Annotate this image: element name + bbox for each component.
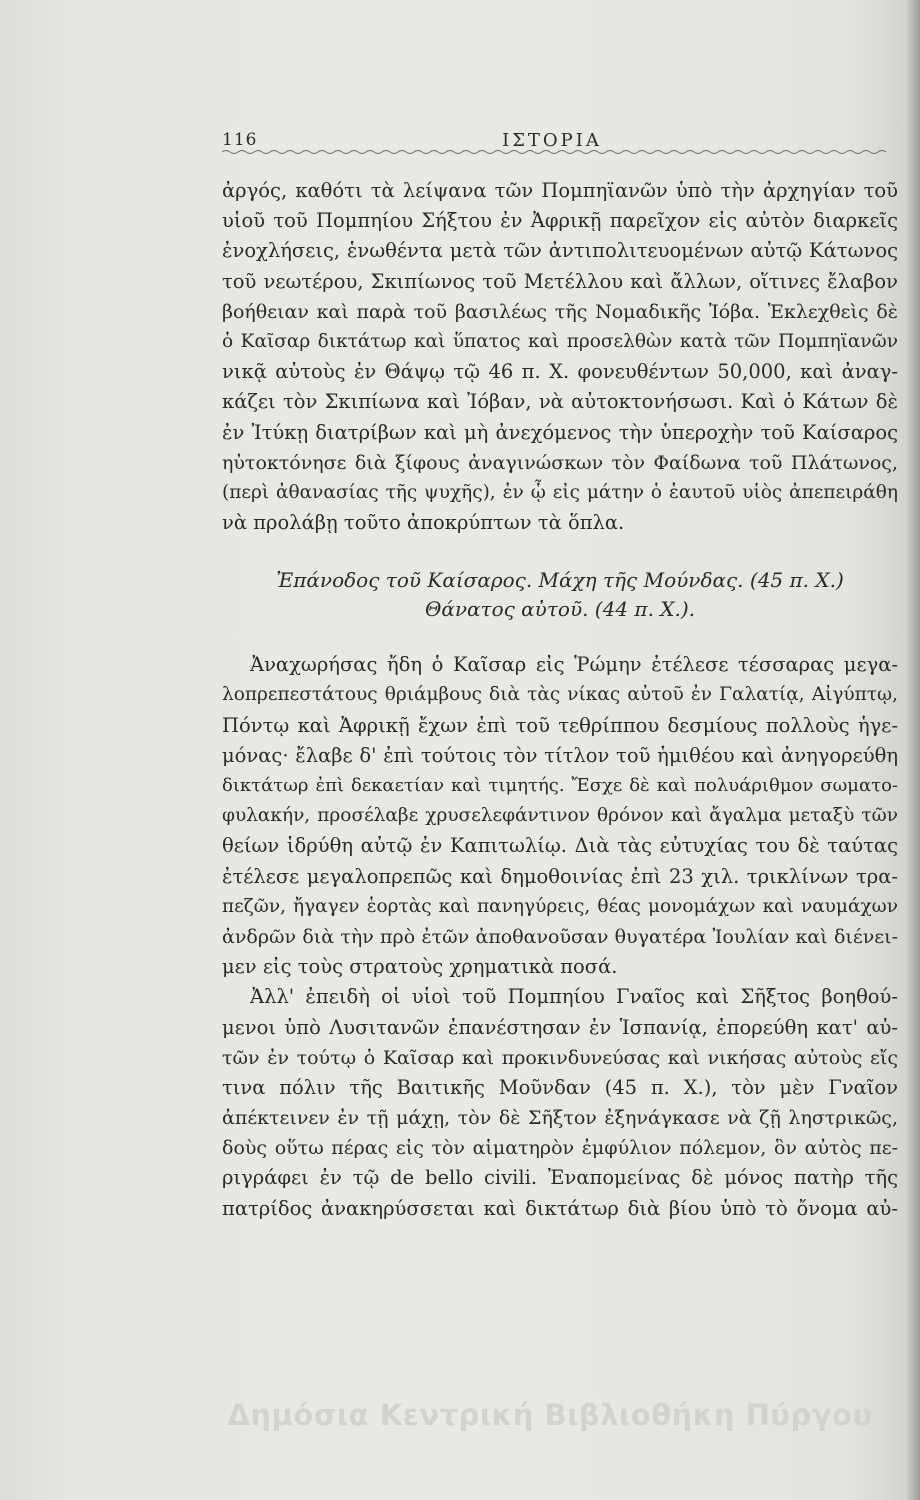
page-edge-shadow [906,0,920,1500]
text-line: ριγράφει ἐν τῷ de bello civili. Ἐναπομείνας δὲ μόνος πατὴρ τῆς [222,1166,898,1190]
text-line: ηὐτοκτόνησε διὰ ξίφους ἀναγινώσκων τὸν Φαίδωνα τοῦ Πλάτωνος, [222,451,898,474]
text-line: τινα πόλιν τῆς Βαιτικῆς Μοῦνδαν (45 π. Χ.), τὸν μὲν Γναῖον [222,1075,898,1099]
text-line: νικᾷ αὐτοὺς ἐν Θάψῳ τῷ 46 π. Χ. φονευθέντων 50,000, καὶ ἀναγ- [222,360,898,384]
paragraph-3 [222,982,898,1224]
text-line: τῶν ἐν τούτῳ ὁ Καῖσαρ καὶ προκινδυνεύσας καὶ νικήσας αὐτοὺς εἴς [222,1046,898,1069]
text-line: Πόντῳ καὶ Ἀφρικῇ ἔχων ἐπὶ τοῦ τεθρίππου δεσμίους πολλοὺς ἡγε- [222,713,898,737]
section-heading-line-1: Ἐπάνοδος τοῦ Καίσαρος. Μάχη τῆς Μούνδας. (45 π. Χ.) [276,568,844,593]
text-line: πατρίδος ἀνακηρύσσεται καὶ δικτάτωρ διὰ βίου ὑπὸ τὸ ὄνομα αὐ- [222,1196,898,1220]
paragraph-top [222,176,898,538]
text-line: φυλακήν, προσέλαβε χρυσελεφάντινον θρόνον καὶ ἄγαλμα μεταξὺ τῶν [222,805,898,827]
text-line: μεν εἰς τοὺς στρατοὺς χρηματικὰ ποσά. [222,955,618,979]
text-line: (περὶ ἀθανασίας τῆς ψυχῆς), ἐν ᾧ εἰς μάτην ὁ ἑαυτοῦ υἱὸς ἀπεπειράθη [222,481,898,503]
text-line: πεζῶν, ἤγαγεν ἑορτὰς καὶ πανηγύρεις, θέας μονομάχων καὶ ναυμάχων [222,895,898,917]
paragraph-2 [222,650,898,982]
text-line: υἱοῦ τοῦ Πομπηίου Σήξτου ἐν Ἀφρικῇ παρεῖχον εἰς αὐτὸν διαρκεῖς [222,209,898,233]
text-line: δικτάτωρ ἐπὶ δεκαετίαν καὶ τιμητής. Ἔσχε δὲ καὶ πολυάριθμον σωματο- [222,775,898,796]
text-line: θείων ἱδρύθη αὐτῷ ἐν Καπιτωλίῳ. Διὰ τὰς εὐτυχίας του δὲ ταύτας [222,834,898,858]
text-line: μενοι ὑπὸ Λυσιτανῶν ἐπανέστησαν ἐν Ἱσπανίᾳ, ἐπορεύθη κατ' αὐ- [222,1015,898,1039]
text-line: τοῦ νεωτέρου, Σκιπίωνος τοῦ Μετέλλου καὶ ἄλλων, οἵτινες ἔλαβον [222,269,898,293]
text-line: ἀνδρῶν διὰ τὴν πρὸ ἐτῶν ἀποθανοῦσαν θυγατέρα Ἰουλίαν καὶ διένει- [222,925,898,948]
body-text [222,176,898,1224]
text-line: Ἀλλ' ἐπειδὴ οἱ υἱοὶ τοῦ Πομπηίου Γναῖος καὶ Σῆξτος βοηθού- [250,985,898,1009]
text-line: Ἀναχωρήσας ἤδη ὁ Καῖσαρ εἰς Ῥώμην ἐτέλεσε τέσσαρας μεγα- [250,653,898,677]
text-line: μόνας· ἔλαβε δ' ἐπὶ τούτοις τὸν τίτλον τοῦ ἡμιθέου καὶ ἀνηγορεύθη [222,743,898,767]
text-line: ἀπέκτεινεν ἐν τῇ μάχῃ, τὸν δὲ Σῆξτον ἐξηνάγκασε νὰ ζῇ ληστρικῶς, [222,1107,898,1130]
text-line: νὰ προλάβῃ τοῦτο ἀποκρύπτων τὰ ὅπλα. [222,511,625,535]
text-line: ἐνοχλήσεις, ἑνωθέντα μετὰ τῶν ἀντιπολιτευομένων αὐτῷ Κάτωνος [222,239,898,263]
running-title: ΙΣΤΟΡΙΑ [502,130,602,151]
page-number: 116 [222,130,258,150]
section-heading [222,566,898,624]
text-line: λοπρεπεστάτους θριάμβους διὰ τὰς νίκας αὐτοῦ ἐν Γαλατίᾳ, Αἰγύπτῳ, [222,684,898,706]
text-line: ὁ Καῖσαρ δικτάτωρ καὶ ὕπατος καὶ προσελθὼν κατὰ τῶν Πομπηϊανῶν [222,330,898,352]
text-line: βοήθειαν καὶ παρὰ τοῦ βασιλέως τῆς Νομαδικῆς Ἰόβα. Ἐκλεχθεὶς δὲ [222,300,898,323]
text-line: ἐν Ἰτύκῃ διατρίβων καὶ μὴ ἀνεχόμενος τὴν ὑπεροχὴν τοῦ Καίσαρος [222,420,898,444]
text-line: ἀργός, καθότι τὰ λείψανα τῶν Πομπηϊανῶν ὑπὸ τὴν ἀρχηγίαν τοῦ [222,179,898,202]
library-watermark: Δημόσια Κεντρική Βιβλιοθήκη Πύργου [227,1398,873,1432]
text-line: κάζει τὸν Σκιπίωνα καὶ Ἰόβαν, νὰ αὐτοκτονήσωσι. Καὶ ὁ Κάτων δὲ [222,390,898,414]
text-line: δοὺς οὕτω πέρας εἰς τὸν αἱματηρὸν ἐμφύλιον πόλεμον, ὃν αὐτὸς πε- [222,1137,898,1160]
text-line: ἐτέλεσε μεγαλοπρεπῶς καὶ δημοθοινίας ἐπὶ 23 χιλ. τρικλίνων τρα- [222,864,898,888]
header-wavy-rule [222,148,887,156]
section-heading-line-2: Θάνατος αὐτοῦ. (44 π. Χ.). [424,597,696,622]
